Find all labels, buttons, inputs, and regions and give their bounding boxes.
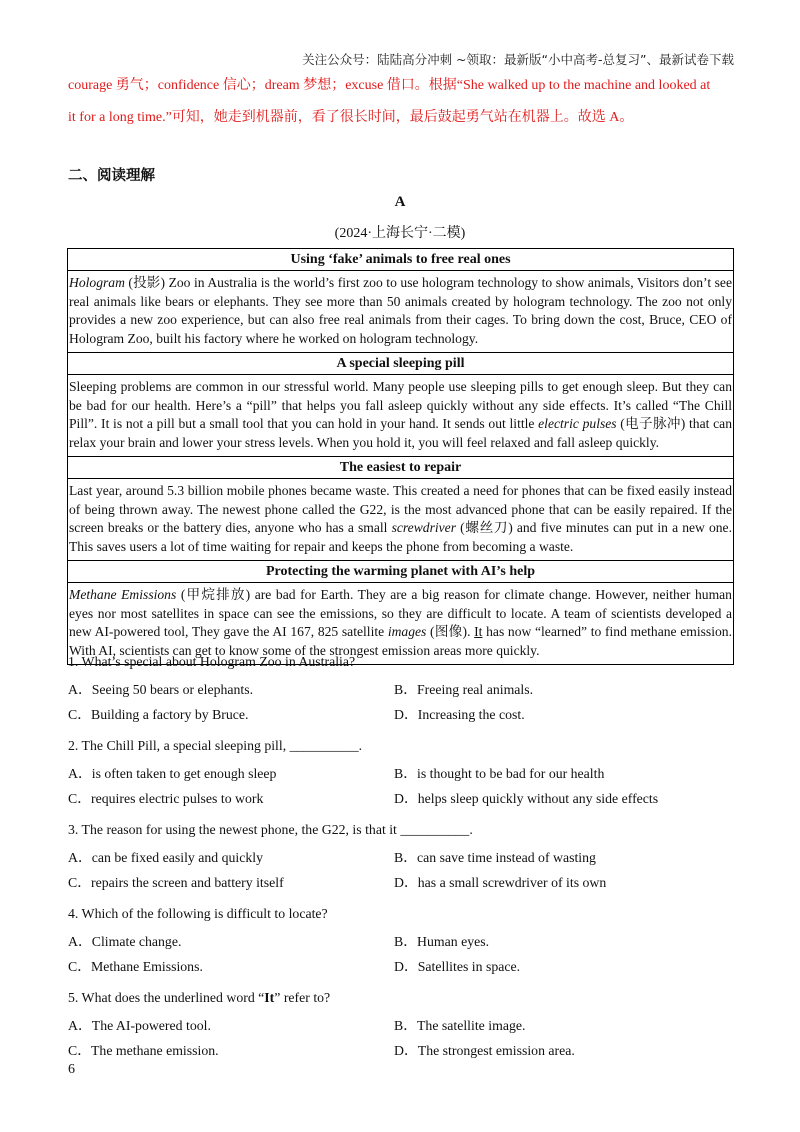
italic-term: images [387, 624, 427, 639]
answer-line: it for a long time.”可知，她走到机器前，看了很长时间，最后鼓起勇气站在机器上。故选 A。 [68, 110, 634, 125]
section-heading: Using ‘fake’ animals to free real ones [68, 249, 733, 271]
option-row [68, 1041, 736, 1066]
option-row [68, 848, 736, 873]
option[interactable]: C．Methane Emissions. [68, 959, 203, 974]
italic-term: electric pulses [538, 416, 617, 431]
stem-text: 5. What does the underlined word “ [68, 990, 265, 1005]
body-text: has now “learned” to find methane emission. With AI, scientists can get to know some of the strongest emission areas more quickly. [69, 624, 732, 658]
section-body [68, 271, 733, 352]
question-list [68, 652, 736, 1072]
body-text: Last year, around 5.3 billion mobile phones became waste. This created a need for phones that can be fixed easily instead of being thrown away. The newest phone called the G22, is the most advanced phone that can be easily repaired. If the screen breaks or the battery dies, anyone who has a small [69, 483, 732, 535]
option-row [68, 789, 736, 814]
italic-term: Hologram [69, 275, 125, 290]
option-row [68, 957, 736, 982]
option[interactable]: A．Seeing 50 bears or elephants. [68, 682, 254, 697]
option[interactable]: B．Freeing real animals. [394, 682, 534, 697]
option-row [68, 873, 736, 898]
passage-table [67, 248, 734, 665]
section-heading: A special sleeping pill [68, 353, 733, 375]
source-label: (2024·上海长宁·二模) [334, 226, 466, 241]
page-number: 6 [68, 1062, 75, 1077]
option[interactable]: A．can be fixed easily and quickly [68, 850, 264, 865]
option[interactable]: C．Building a factory by Bruce. [68, 707, 249, 722]
passage-section [68, 456, 733, 560]
question-stem [68, 988, 736, 1016]
answer-line: courage 勇气；confidence 信心；dream 梦想；excuse 借口。根据“She walked up to the machine and looked at [68, 78, 711, 93]
option[interactable]: A．The AI-powered tool. [68, 1018, 211, 1033]
answer-explanation [68, 70, 736, 134]
option[interactable]: D．Satellites in space. [394, 959, 521, 974]
section-heading: The easiest to repair [68, 457, 733, 479]
stem-text: ” refer to? [274, 990, 331, 1005]
option[interactable]: B．Human eyes. [394, 934, 490, 949]
section-body [68, 479, 733, 560]
option[interactable]: B．can save time instead of wasting [394, 850, 596, 865]
section-title: 二、阅读理解 [68, 168, 155, 184]
underlined-word: It [474, 624, 483, 639]
option-row [68, 680, 736, 705]
body-text: (螺丝刀) and five minutes can put in a new one. This saves users a lot of time waiting for repair and keeps the phone from becoming a waste. [69, 520, 732, 554]
option-row [68, 705, 736, 730]
section-body [68, 375, 733, 456]
option-row [68, 1016, 736, 1041]
body-text: Sleeping problems are common in our stressful world. Many people use sleeping pills to get enough sleep. But they can be bad for our health. Here’s a “pill” that helps you fall asleep quickly without any side effects. It’s called “The Chill Pill”. It is not a pill but a small tool that you can hold in your hand. It sends out little [69, 379, 732, 431]
body-text: (投影) Zoo in Australia is the world’s first zoo to use hologram technology to show animals, Visitors don’t see real animals like bears or elephants. They see more than 50 animals created by hologram technology. The zoo not only provides a new zoo experience, but can also free real animals from their cages. To bring down the cost, Bruce, CEO of Hologram Zoo, built his factory where he worked on hologram technology. [69, 275, 732, 346]
passage-section [68, 352, 733, 456]
option[interactable]: C．The methane emission. [68, 1043, 219, 1058]
body-text: (电子脉冲) that can relax your brain and lower your stress levels. When you hold it, you will feel relaxed and fall asleep quickly. [69, 416, 732, 450]
option[interactable]: C．repairs the screen and battery itself [68, 875, 284, 890]
option[interactable]: B．is thought to be bad for our health [394, 766, 605, 781]
option-row [68, 932, 736, 957]
question-stem: 4. Which of the following is difficult to locate? [68, 906, 328, 921]
question-stem: 2. The Chill Pill, a special sleeping pill, __________. [68, 738, 363, 753]
italic-term: screwdriver [391, 520, 456, 535]
passage-section [68, 249, 733, 352]
option[interactable]: B．The satellite image. [394, 1018, 526, 1033]
passage-section [68, 560, 733, 664]
option[interactable]: A．Climate change. [68, 934, 182, 949]
option[interactable]: C．requires electric pulses to work [68, 791, 264, 806]
option[interactable]: D．Increasing the cost. [394, 707, 525, 722]
stem-keyword: It [264, 990, 275, 1005]
header-note: 关注公众号：陆陆高分冲刺 ~领取：最新版“小中高考-总复习”、最新试卷下载 [302, 52, 734, 67]
question-stem: 1. What’s special about Hologram Zoo in Australia? [68, 654, 356, 669]
option-row [68, 764, 736, 789]
body-text: (甲烷排放) are bad for Earth. They are a big reason for climate change. However, neither human eyes nor most satellites in space can see the emissions, so they are difficult to locate. A team of scientists developed a new AI-powered tool, They gave the AI 167, 825 satellite [69, 587, 732, 639]
italic-term: Methane Emissions [69, 587, 177, 602]
option[interactable]: A．is often taken to get enough sleep [68, 766, 277, 781]
option[interactable]: D．has a small screwdriver of its own [394, 875, 607, 890]
section-heading: Protecting the warming planet with AI’s help [68, 561, 733, 583]
question-stem: 3. The reason for using the newest phone, the G22, is that it __________. [68, 822, 473, 837]
option[interactable]: D．helps sleep quickly without any side effects [394, 791, 659, 806]
passage-letter: A [394, 194, 406, 210]
option[interactable]: D．The strongest emission area. [394, 1043, 575, 1058]
body-text: (图像). [426, 624, 475, 639]
